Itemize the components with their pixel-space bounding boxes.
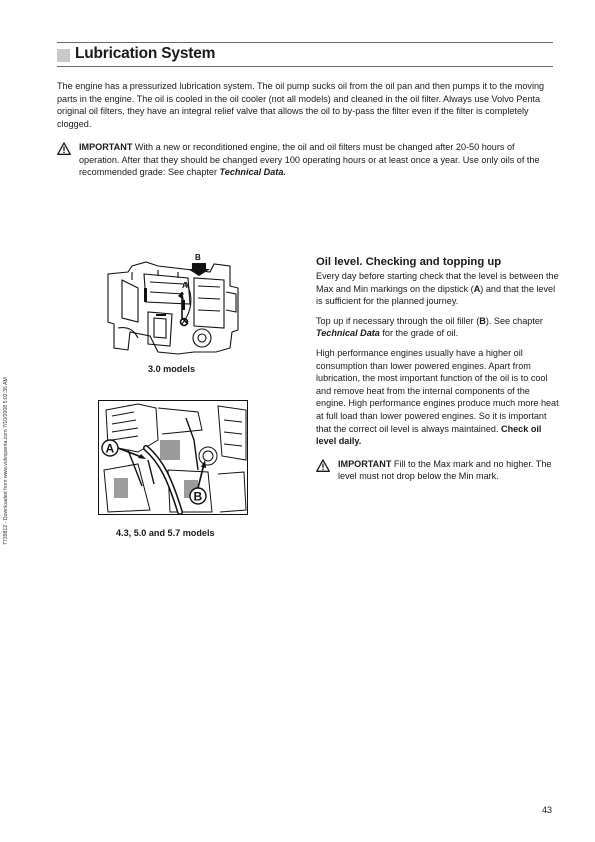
figure1-label-a: A bbox=[182, 281, 188, 290]
oil-level-heading: Oil level. Checking and topping up bbox=[316, 256, 502, 268]
page-number: 43 bbox=[542, 805, 553, 815]
important-note-1-body: With a new or reconditioned engine, the oil and oil filters must be changed after 20-50 hours of operation. After that they should be changed every 100 operating hours or at least once a year. Use only oils of the recommended grade: See chapter bbox=[79, 142, 540, 178]
important-note-2-text: IMPORTANT Fill to the Max mark and no higher. The level must not drop below the Min mark. bbox=[338, 458, 552, 482]
engine-illustration-3-0 bbox=[98, 252, 248, 357]
oil-level-section bbox=[316, 256, 560, 483]
title-rule bbox=[57, 66, 553, 67]
technical-data-ref: Technical Data. bbox=[219, 167, 286, 178]
important-note-2 bbox=[316, 458, 560, 483]
section-marker bbox=[57, 49, 70, 62]
warning-triangle-icon bbox=[316, 459, 330, 472]
figure2-label-a: A bbox=[105, 441, 115, 456]
important-note-1-text bbox=[79, 141, 553, 179]
figure2-caption: 4.3, 5.0 and 5.7 models bbox=[116, 528, 215, 538]
oil-level-paragraph-2: Top up if necessary through the oil filler (B). See chapter Technical Data for the grade of oil. bbox=[316, 315, 543, 339]
figure1-label-b: B bbox=[195, 253, 201, 262]
figure1-caption: 3.0 models bbox=[148, 364, 196, 374]
important-label: IMPORTANT bbox=[79, 142, 133, 152]
page-title: Lubrication System bbox=[75, 45, 216, 62]
warning-triangle-icon bbox=[57, 142, 71, 155]
oil-level-paragraph-3: High performance engines usually have a higher oil consumption than lower powered engines. Apart from lubrication, the most important function of the oil is to cool and remove heat from the internal components of the engine. High performance engines produce much more heat at full load than lower powered engines. So it is important that the correct oil level is always maintained. Check oil level daily. bbox=[316, 347, 559, 447]
oil-level-paragraph-1: Every day before starting check that the level is between the Max and Min markings on the dipstick (A) and that the level is sufficient for the planned journey. bbox=[316, 271, 559, 307]
download-note: 7739812 - Downloaded from www.volvopenta.com 7/10/2008 5:02:36 AM bbox=[3, 377, 9, 545]
engine-illustration-v8 bbox=[98, 400, 248, 515]
top-rule bbox=[57, 42, 553, 43]
figure2-label-b: B bbox=[193, 489, 203, 504]
intro-paragraph: The engine has a pressurized lubrication system. The oil pump sucks oil from the oil pan and then pumps it to the moving parts in the engine. The oil is cooled in the oil cooler (not all models) and cleaned in the oil filter. Always use Volvo Penta original oil filters, they have an integral relief valve that allows the oil to by-pass the filter even if the filter is completely clogged. bbox=[57, 81, 545, 129]
important-note-1 bbox=[57, 141, 553, 179]
